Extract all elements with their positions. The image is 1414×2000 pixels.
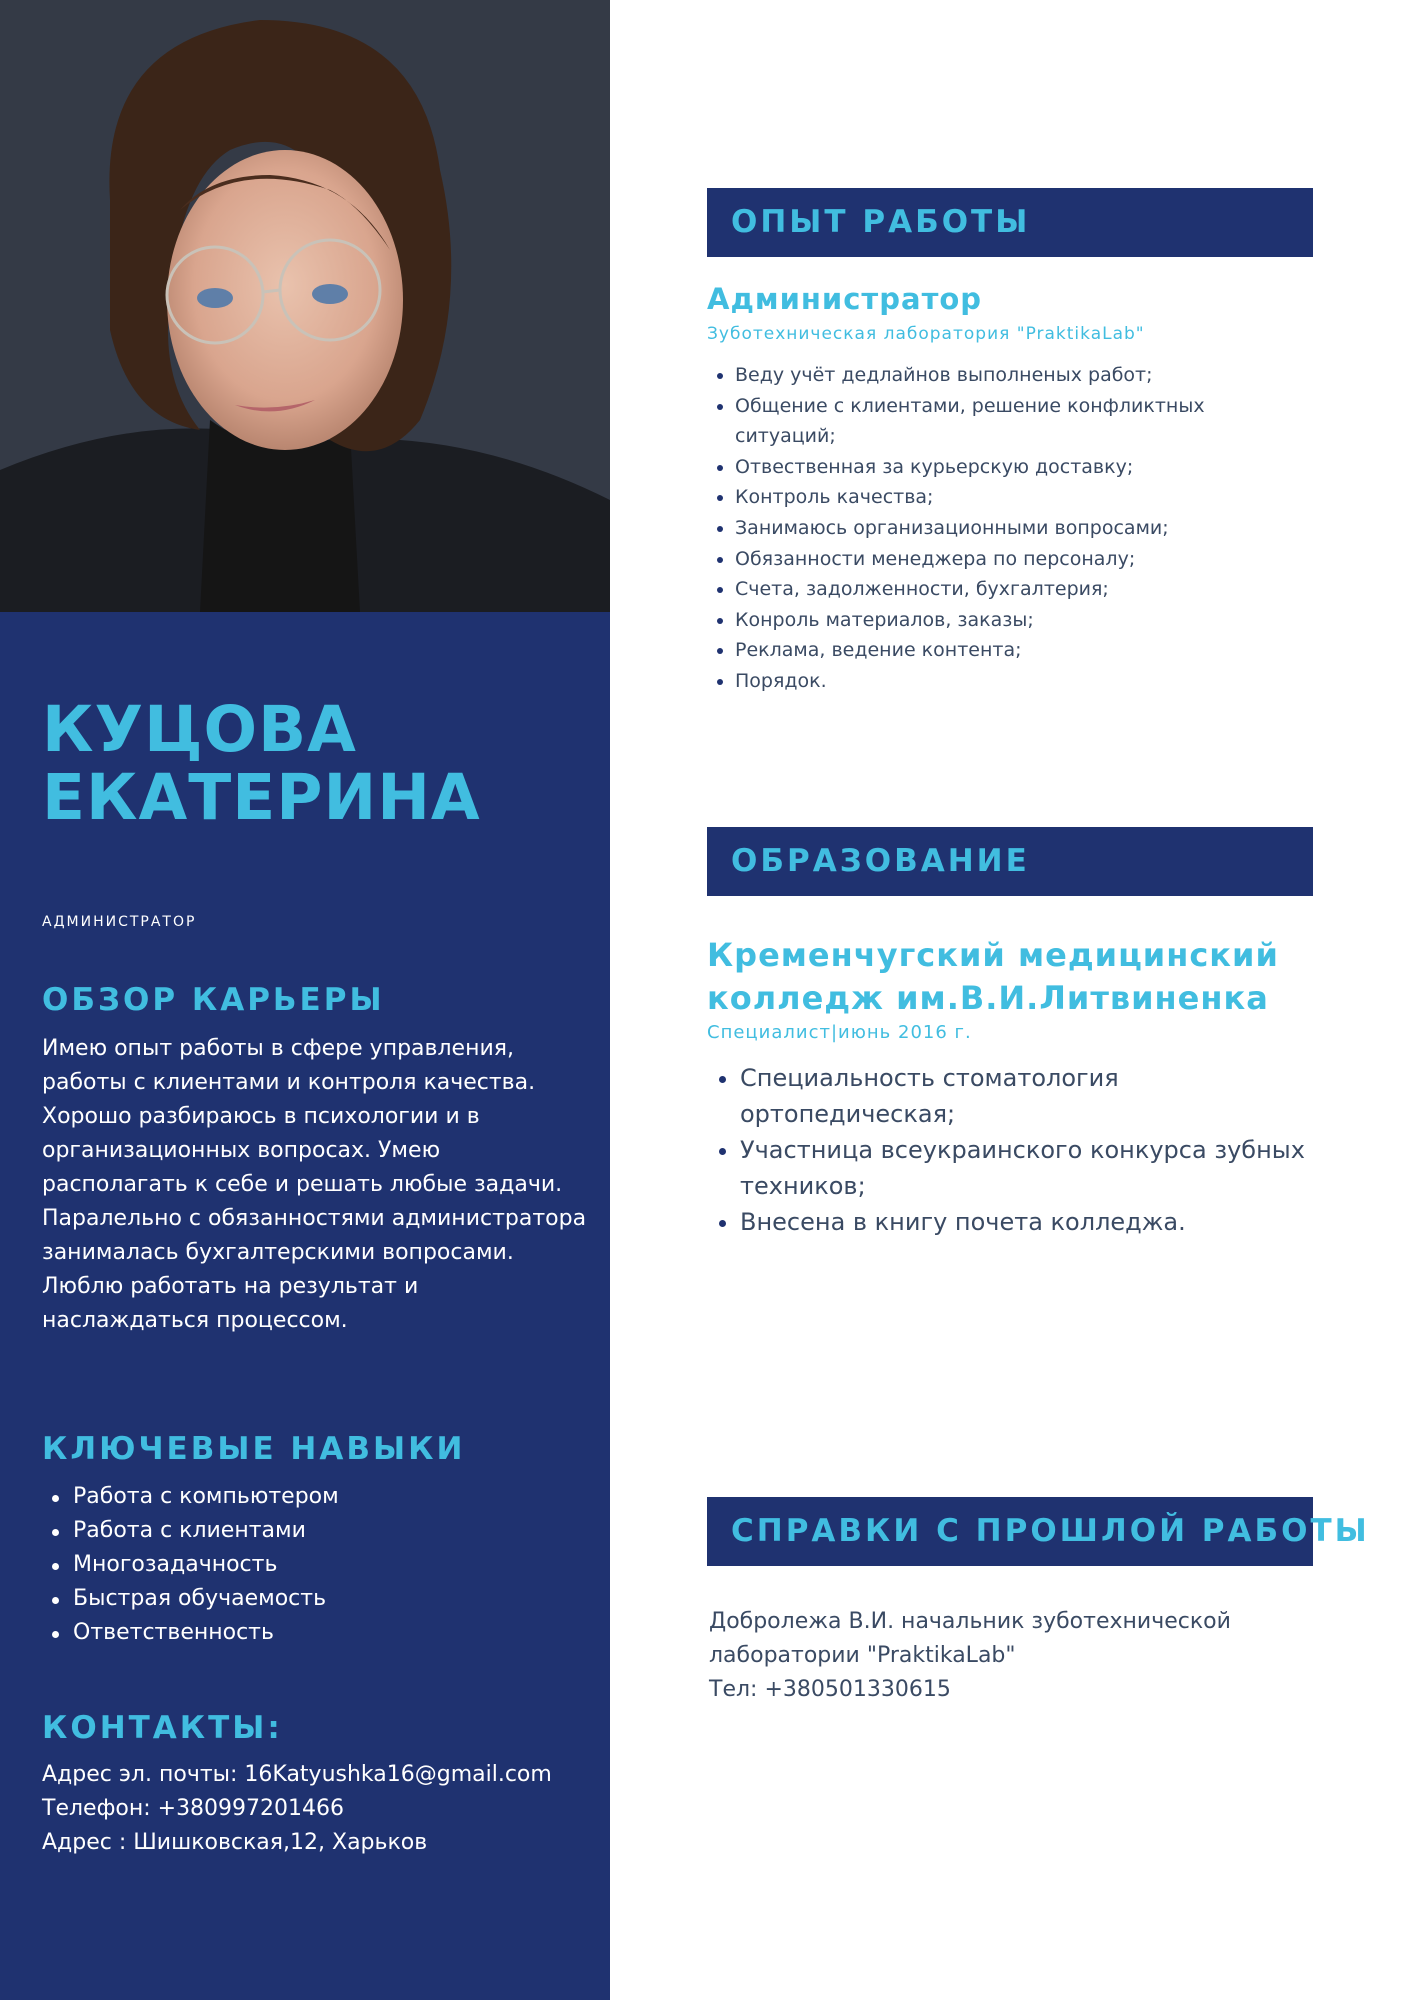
list-item: Счета, задолженности, бухгалтерия; xyxy=(707,574,1267,605)
job-title: Администратор xyxy=(707,282,983,316)
list-item: Специальность стоматология ортопедическая; xyxy=(707,1060,1327,1132)
education-institution: Кременчугский медицинский колледж им.В.И.Литвиненка xyxy=(707,936,1279,1017)
contact-address: Адрес : Шишковская,12, Харьков xyxy=(42,1830,428,1855)
reference-line: лаборатории "PraktikaLab" xyxy=(709,1643,1016,1668)
list-item: Общение с клиентами, решение конфликтных ситуаций; xyxy=(707,391,1267,452)
contact-email: Адрес эл. почты: 16Katyushka16@gmail.com xyxy=(42,1762,552,1787)
list-item: Участница всеукраинского конкурса зубных техников; xyxy=(707,1132,1327,1204)
contact-phone: Телефон: +380997201466 xyxy=(42,1796,345,1821)
list-item: Контроль качества; xyxy=(707,482,1267,513)
list-item: Внесена в книгу почета колледжа. xyxy=(707,1204,1327,1240)
list-item: Работа с клиентами xyxy=(42,1514,339,1548)
career-heading: ОБЗОР КАРЬЕРЫ xyxy=(42,982,385,1018)
career-summary: Имею опыт работы в сфере управления, работы с клиентами и контроля качества. Хорошо разбираюсь в психологии и в организационных вопросах. Умею располагать к себе и решать любые задачи. Паралельно с обязанностями администратора занималась бухгалтерскими вопросами. Люблю работать на результат и наслаждаться процессом. xyxy=(42,1036,587,1333)
list-item: Быстрая обучаемость xyxy=(42,1582,339,1616)
skills-list xyxy=(42,1480,339,1650)
skills-heading: КЛЮЧЕВЫЕ НАВЫКИ xyxy=(42,1431,466,1467)
reference-line: Добролежа В.И. начальник зуботехнической xyxy=(709,1609,1231,1634)
name-line-2: ЕКАТЕРИНА xyxy=(42,761,481,834)
list-item: Отвественная за курьерскую доставку; xyxy=(707,452,1267,483)
duties-list xyxy=(707,360,1267,697)
profile-photo xyxy=(0,0,610,612)
list-item: Работа с компьютером xyxy=(42,1480,339,1514)
list-item: Реклама, ведение контента; xyxy=(707,635,1267,666)
experience-heading: ОПЫТ РАБОТЫ xyxy=(731,204,1031,240)
references-block xyxy=(709,1605,1269,1707)
contacts-block xyxy=(42,1758,552,1860)
list-item: Обязанности менеджера по персоналу; xyxy=(707,544,1267,575)
list-item: Занимаюсь организационными вопросами; xyxy=(707,513,1267,544)
education-heading: ОБРАЗОВАНИЕ xyxy=(731,843,1030,879)
references-heading-band xyxy=(707,1497,1370,1566)
experience-heading-band xyxy=(707,188,1313,257)
job-company: Зуботехническая лаборатория "PraktikaLab" xyxy=(707,324,1145,344)
candidate-role: АДМИНИСТРАТОР xyxy=(42,914,197,930)
candidate-name xyxy=(42,693,582,834)
list-item: Веду учёт дедлайнов выполненых работ; xyxy=(707,360,1267,391)
list-item: Ответственность xyxy=(42,1616,339,1650)
contacts-heading: КОНТАКТЫ: xyxy=(42,1710,283,1746)
education-degree: Специалист|июнь 2016 г. xyxy=(707,1022,972,1043)
name-line-1: КУЦОВА xyxy=(42,693,357,766)
list-item: Многозадачность xyxy=(42,1548,339,1582)
reference-phone: Тел: +380501330615 xyxy=(709,1677,951,1702)
list-item: Порядок. xyxy=(707,666,1267,697)
list-item: Конроль материалов, заказы; xyxy=(707,605,1267,636)
left-sidebar xyxy=(0,0,610,2000)
references-heading: СПРАВКИ С ПРОШЛОЙ РАБОТЫ xyxy=(731,1513,1370,1549)
education-heading-band xyxy=(707,827,1313,896)
education-list xyxy=(707,1060,1327,1240)
